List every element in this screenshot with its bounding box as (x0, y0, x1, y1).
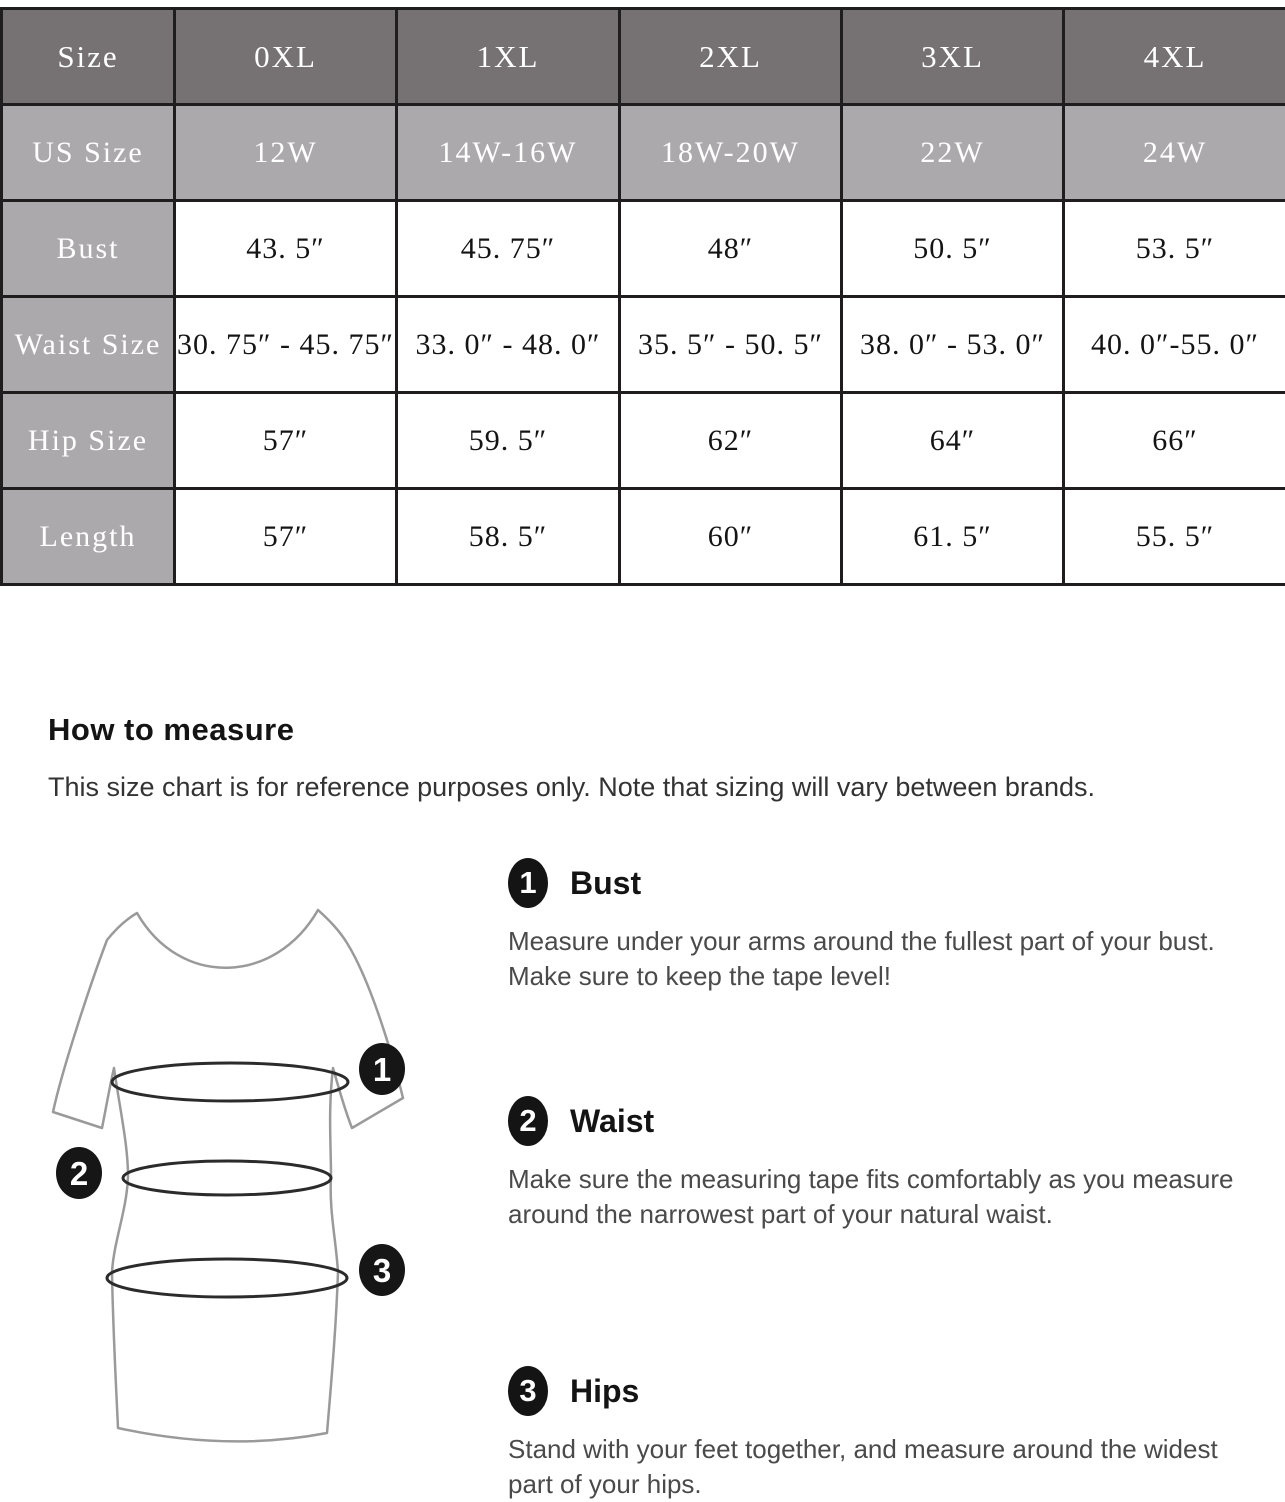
size-value-cell: 43. 5″ (175, 201, 397, 297)
size-value-cell: 38. 0″ - 53. 0″ (842, 297, 1064, 393)
size-chart-table (0, 7, 1285, 586)
step-number-badge: 3 (508, 1366, 548, 1416)
how-to-measure-title: How to measure (48, 712, 294, 748)
step-header (508, 1096, 1248, 1146)
size-value-cell: 40. 0″-55. 0″ (1064, 297, 1285, 393)
size-value-cell: 55. 5″ (1064, 489, 1285, 585)
row-label: Waist Size (2, 297, 175, 393)
step-title: Bust (570, 865, 641, 902)
table-header-row (2, 9, 1285, 105)
table-row (2, 489, 1285, 585)
step-description: Measure under your arms around the fullest part of your bust. Make sure to keep the tape level! (508, 924, 1243, 994)
table-row (2, 393, 1285, 489)
marker-1-icon (359, 1043, 405, 1095)
size-value-cell: 50. 5″ (842, 201, 1064, 297)
size-value-cell: 66″ (1064, 393, 1285, 489)
column-header: 0XL (175, 9, 397, 105)
row-label: Bust (2, 201, 175, 297)
svg-text:2: 2 (70, 1155, 88, 1192)
column-header: 3XL (842, 9, 1064, 105)
column-header: 1XL (397, 9, 620, 105)
size-value-cell: 64″ (842, 393, 1064, 489)
size-value-cell: 12W (175, 105, 397, 201)
step-number-badge: 1 (508, 858, 548, 908)
step-number-badge: 2 (508, 1096, 548, 1146)
step-hips (508, 1366, 1248, 1502)
column-header: 4XL (1064, 9, 1285, 105)
row-label: Hip Size (2, 393, 175, 489)
step-waist (508, 1096, 1248, 1232)
table-row (2, 201, 1285, 297)
size-value-cell: 48″ (620, 201, 842, 297)
svg-text:3: 3 (373, 1252, 391, 1289)
size-value-cell: 18W-20W (620, 105, 842, 201)
size-value-cell: 60″ (620, 489, 842, 585)
svg-text:1: 1 (373, 1051, 391, 1088)
size-value-cell: 30. 75″ - 45. 75″ (175, 297, 397, 393)
step-title: Hips (570, 1373, 639, 1410)
size-value-cell: 53. 5″ (1064, 201, 1285, 297)
size-value-cell: 22W (842, 105, 1064, 201)
table-row (2, 297, 1285, 393)
size-value-cell: 35. 5″ - 50. 5″ (620, 297, 842, 393)
size-value-cell: 24W (1064, 105, 1285, 201)
column-header: 2XL (620, 9, 842, 105)
row-label: US Size (2, 105, 175, 201)
column-header: Size (2, 9, 175, 105)
size-value-cell: 33. 0″ - 48. 0″ (397, 297, 620, 393)
step-header (508, 1366, 1248, 1416)
step-description: Stand with your feet together, and measure around the widest part of your hips. (508, 1432, 1243, 1502)
size-value-cell: 57″ (175, 393, 397, 489)
table-row (2, 105, 1285, 201)
step-title: Waist (570, 1103, 654, 1140)
step-description: Make sure the measuring tape fits comfortably as you measure around the narrowest part of your natural waist. (508, 1162, 1243, 1232)
size-chart-note: This size chart is for reference purposes only. Note that sizing will vary between brands. (48, 772, 1095, 803)
dress-diagram (30, 880, 470, 1460)
size-value-cell: 61. 5″ (842, 489, 1064, 585)
size-value-cell: 58. 5″ (397, 489, 620, 585)
size-value-cell: 14W-16W (397, 105, 620, 201)
size-value-cell: 59. 5″ (397, 393, 620, 489)
size-value-cell: 62″ (620, 393, 842, 489)
marker-2-icon (56, 1147, 102, 1199)
step-bust (508, 858, 1248, 994)
row-label: Length (2, 489, 175, 585)
dress-outline-icon (53, 910, 403, 1441)
size-value-cell: 57″ (175, 489, 397, 585)
marker-3-icon (359, 1244, 405, 1296)
step-header (508, 858, 1248, 908)
size-value-cell: 45. 75″ (397, 201, 620, 297)
